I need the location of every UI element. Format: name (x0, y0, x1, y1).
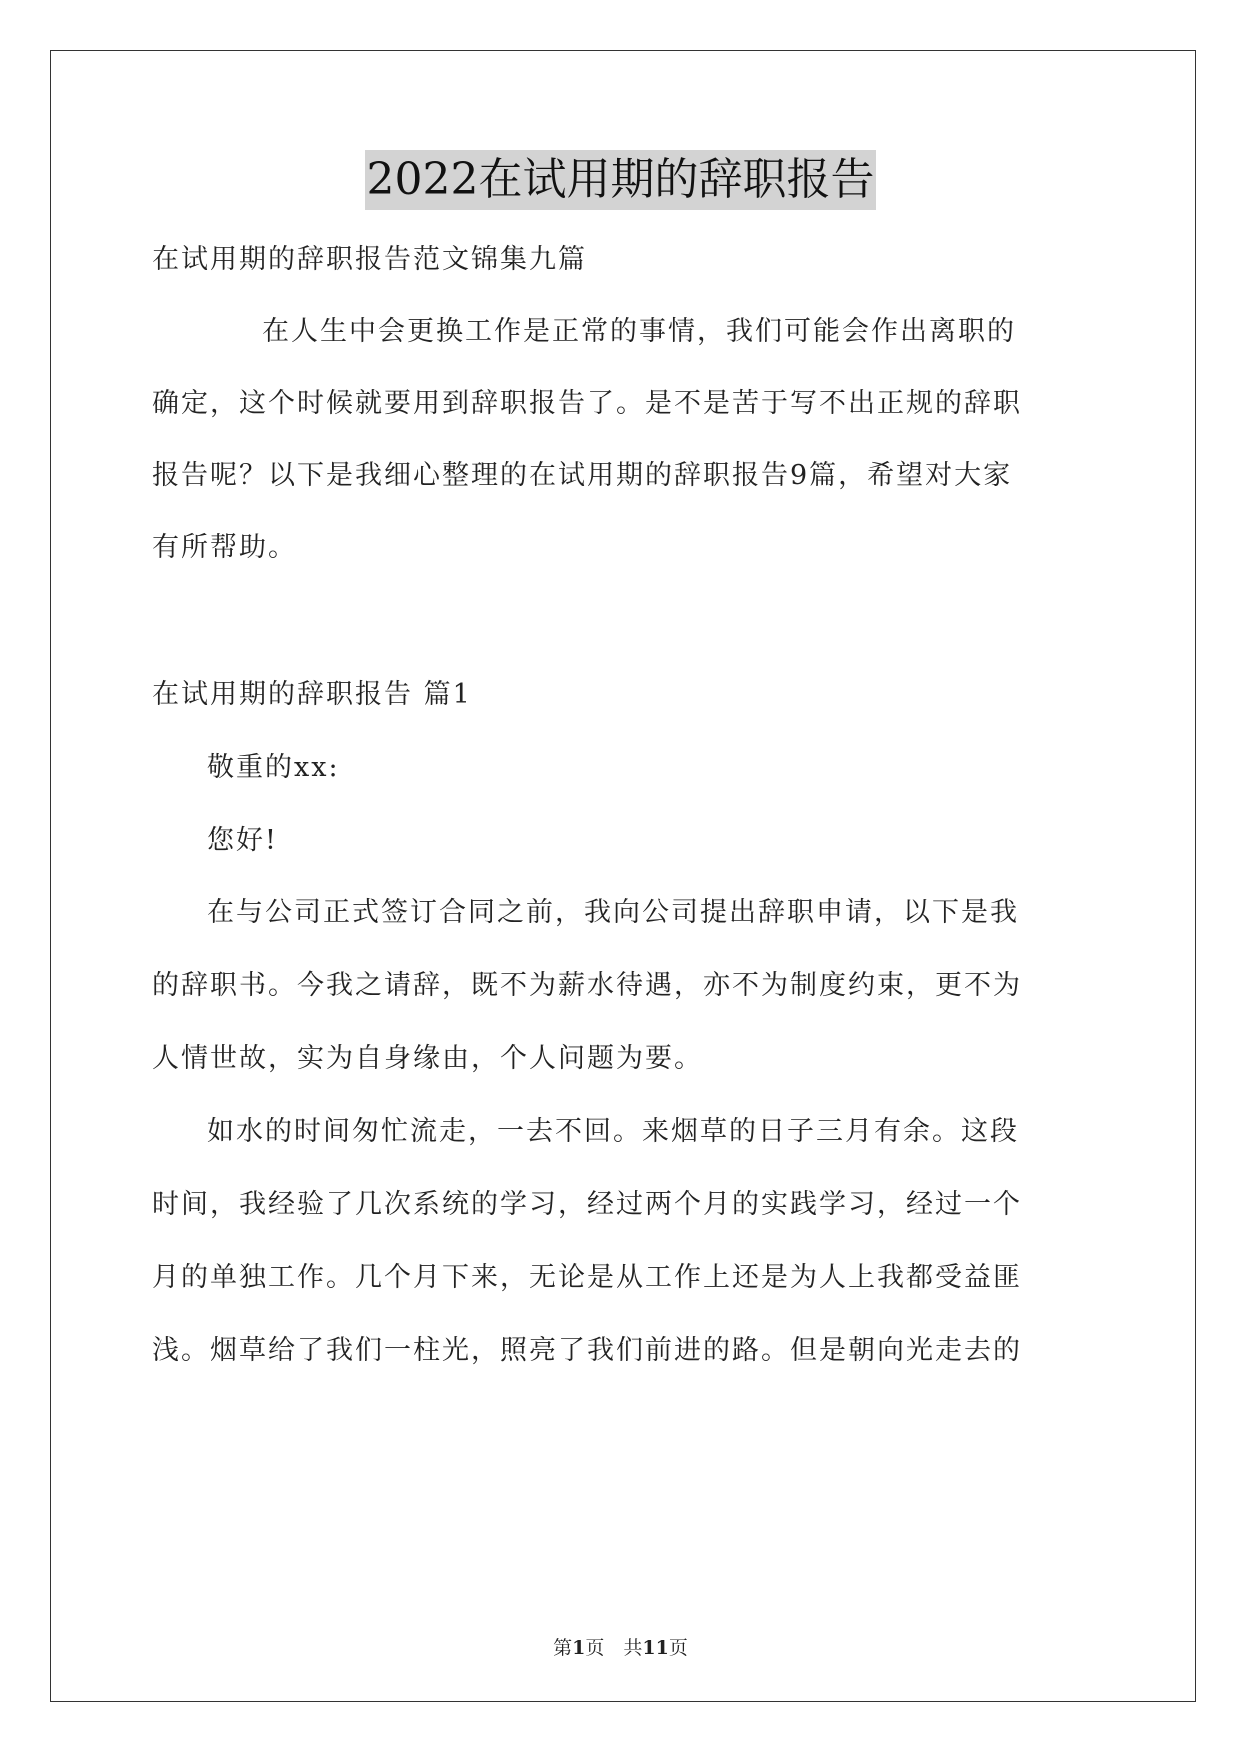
paragraph-line: 浅。烟草给了我们一柱光，照亮了我们前进的路。但是朝向光走去的 (152, 1335, 1022, 1366)
page-footer (0, 1635, 1241, 1661)
paragraph-line: 时间，我经验了几次系统的学习，经过两个月的实践学习，经过一个 (152, 1189, 1022, 1220)
paragraph-line: 人情世故，实为自身缘由，个人问题为要。 (152, 1043, 703, 1074)
page-border (50, 50, 1196, 1702)
document-title: 2022在试用期的辞职报告 (365, 150, 877, 210)
footer-page-number: 1 (572, 1637, 586, 1659)
section-heading: 在试用期的辞职报告 篇1 (152, 679, 472, 710)
intro-line: 在人生中会更换工作是正常的事情，我们可能会作出离职的 (262, 316, 1016, 347)
intro-line: 确定，这个时候就要用到辞职报告了。是不是苦于写不出正规的辞职 (152, 388, 1022, 419)
paragraph-line: 月的单独工作。几个月下来，无论是从工作上还是为人上我都受益匪 (152, 1262, 1022, 1293)
paragraph-line: 如水的时间匆忙流走，一去不回。来烟草的日子三月有余。这段 (207, 1116, 1019, 1147)
title-wrap (0, 150, 1241, 210)
greeting: 您好! (207, 825, 278, 856)
intro-line: 有所帮助。 (152, 532, 297, 563)
footer-suffix: 页 (668, 1637, 688, 1659)
salutation: 敬重的xx: (207, 752, 340, 783)
intro-line: 报告呢？以下是我细心整理的在试用期的辞职报告9篇，希望对大家 (152, 460, 1013, 491)
paragraph-line: 的辞职书。今我之请辞，既不为薪水待遇，亦不为制度约束，更不为 (152, 970, 1022, 1001)
footer-prefix: 第 (553, 1637, 573, 1659)
footer-total-pages: 11 (642, 1637, 669, 1659)
document-subtitle: 在试用期的辞职报告范文锦集九篇 (152, 244, 587, 275)
paragraph-line: 在与公司正式签订合同之前，我向公司提出辞职申请，以下是我 (207, 897, 1019, 928)
footer-mid: 页 共 (585, 1637, 643, 1659)
